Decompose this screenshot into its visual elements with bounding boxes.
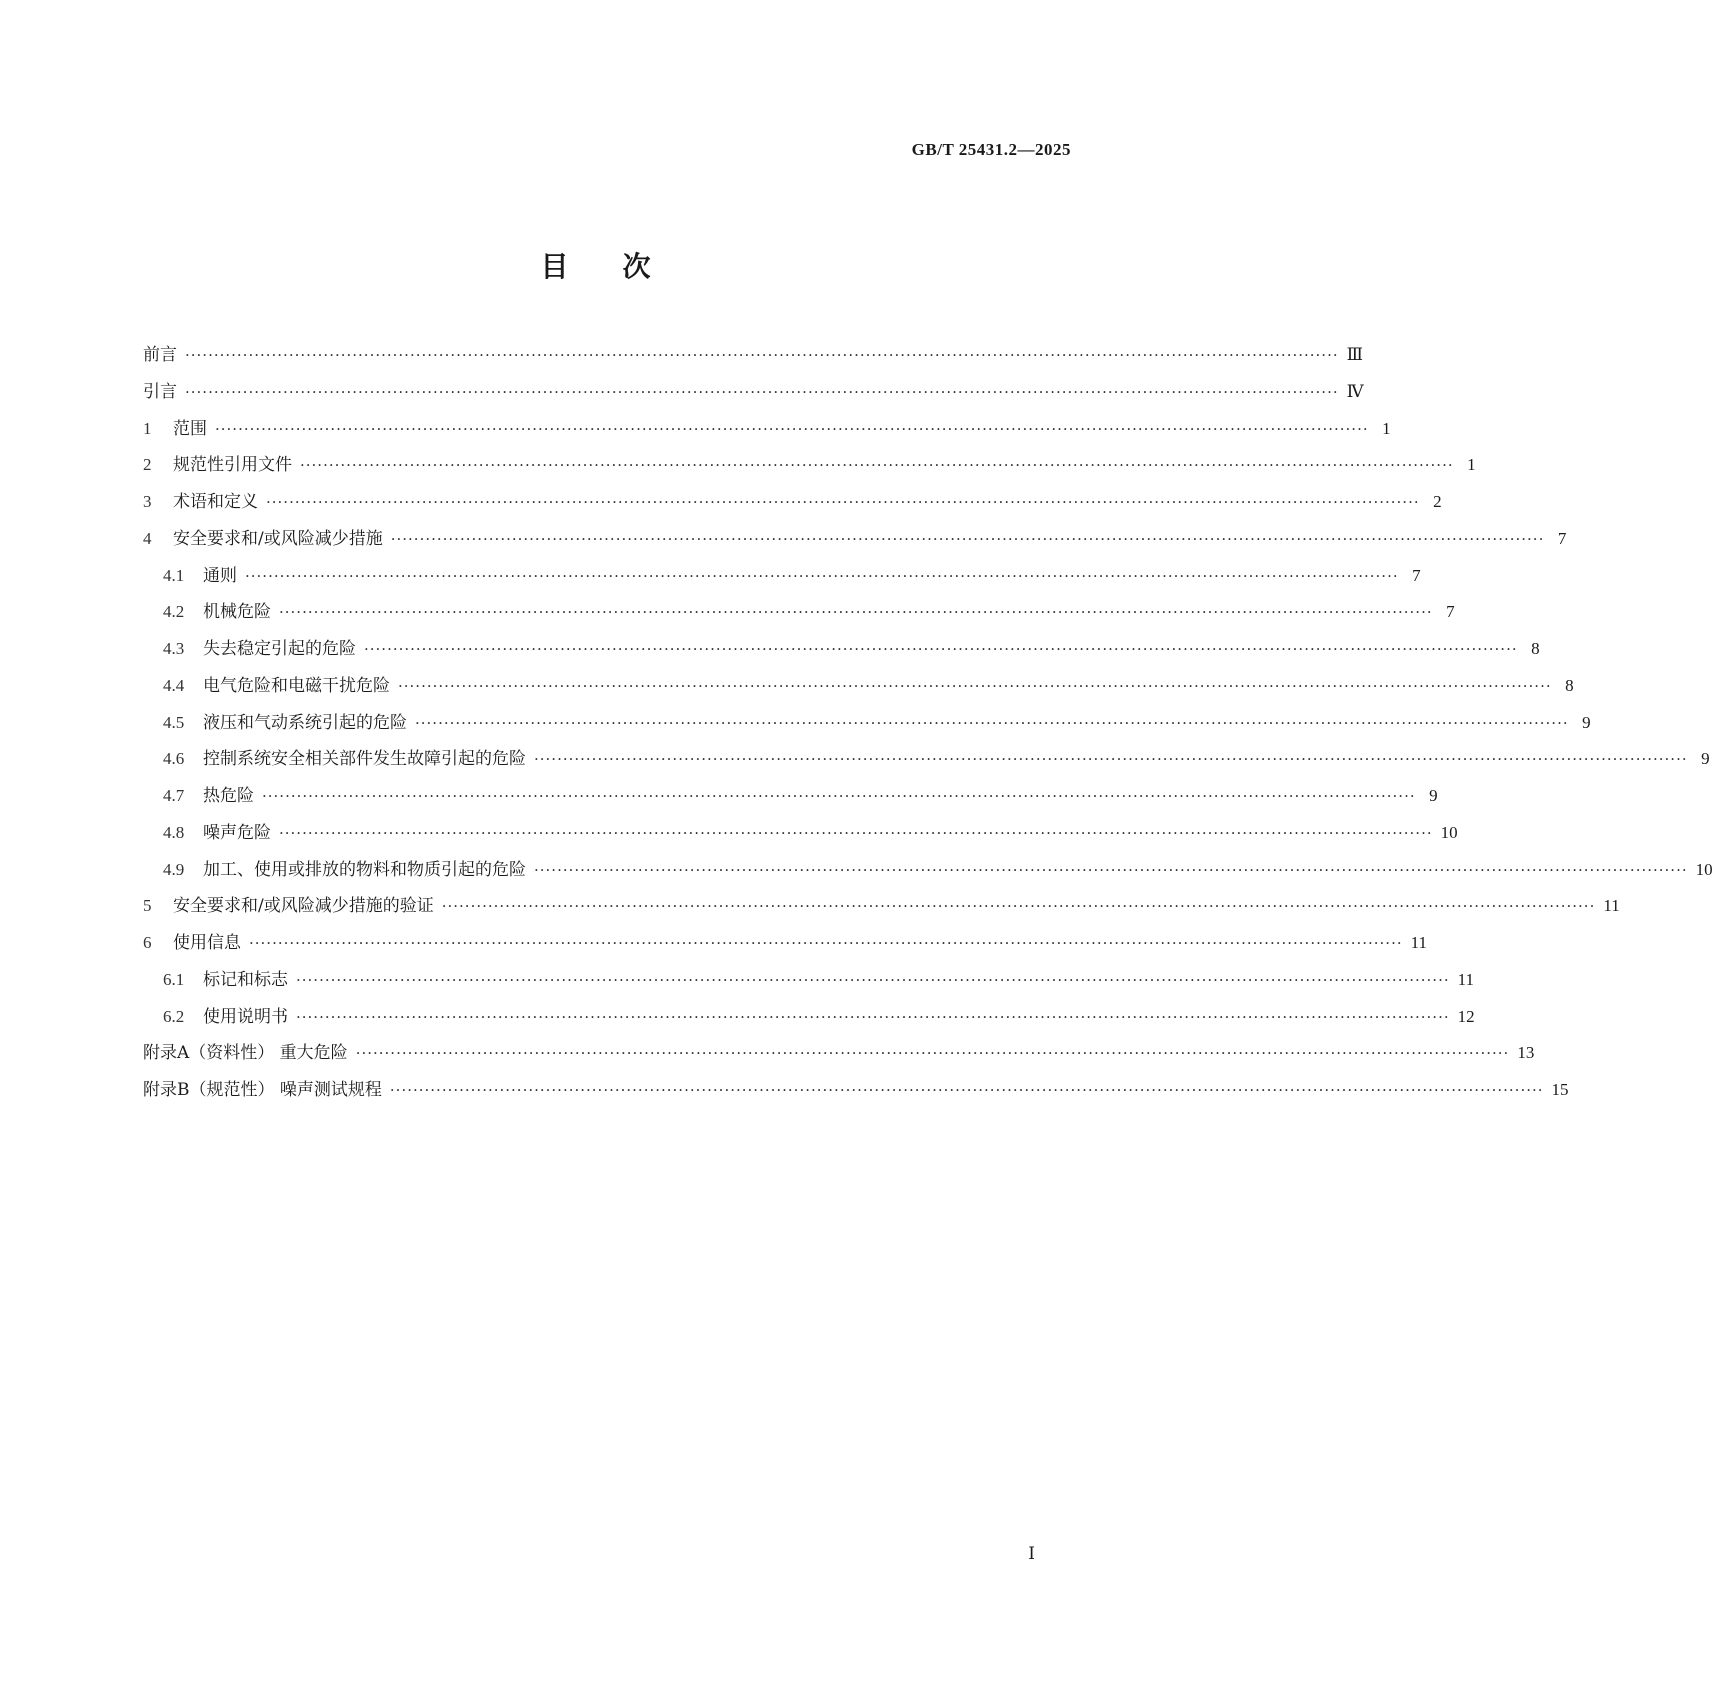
toc-entry-page: 7 bbox=[1412, 565, 1421, 585]
toc-entry-label bbox=[143, 925, 249, 962]
toc-entry-page: 8 bbox=[1565, 675, 1574, 695]
standard-code: GB/T 25431.2—2025 bbox=[911, 140, 1071, 159]
toc-entry-page: 11 bbox=[1603, 896, 1620, 916]
toc-entry-page: 11 bbox=[1410, 933, 1427, 952]
toc-entry-label bbox=[143, 447, 300, 484]
toc-entry-page: 8 bbox=[1531, 639, 1540, 658]
toc-entry[interactable] bbox=[143, 1035, 1535, 1072]
toc-entry-page: 7 bbox=[1446, 602, 1455, 622]
toc-entry-label bbox=[163, 705, 415, 742]
toc-entry-number: 6.1 bbox=[163, 969, 185, 989]
toc-entry-number: 4.2 bbox=[163, 602, 185, 622]
toc-leader-dots: ········································································································································································································ bbox=[215, 419, 1369, 438]
toc-entry-number: 4.8 bbox=[163, 822, 185, 842]
toc-entry-page: 9 bbox=[1429, 786, 1438, 805]
toc-entry[interactable] bbox=[143, 558, 1421, 595]
table-of-contents bbox=[143, 337, 1713, 1109]
toc-entry-title: 通则 bbox=[203, 565, 237, 586]
toc-entry-title: 使用说明书 bbox=[203, 1006, 288, 1027]
toc-entry-page: 1 bbox=[1382, 418, 1391, 438]
toc-entry-title: 规范性引用文件 bbox=[173, 455, 292, 476]
toc-leader-dots: ········································································································································································································ bbox=[534, 860, 1688, 879]
toc-entry-number: 4.5 bbox=[163, 712, 185, 732]
toc-entry-title: 加工、使用或排放的物料和物质引起的危险 bbox=[203, 859, 526, 880]
toc-entry-page: 10 bbox=[1440, 822, 1458, 842]
toc-entry[interactable] bbox=[143, 1072, 1569, 1109]
toc-entry[interactable] bbox=[143, 962, 1474, 999]
toc-entry-title: 标记和标志 bbox=[203, 969, 288, 990]
page-number: Ⅰ bbox=[1028, 1544, 1035, 1563]
toc-entry-page: 7 bbox=[1557, 528, 1567, 548]
toc-entry-number: 4.6 bbox=[163, 749, 185, 769]
toc-entry[interactable] bbox=[143, 447, 1476, 484]
toc-leader-dots: ········································································································································································································ bbox=[415, 713, 1569, 732]
toc-entry-label bbox=[163, 815, 279, 852]
toc-leader-dots: ········································································································································································································ bbox=[245, 566, 1399, 585]
toc-leader-dots: ········································································································································································································ bbox=[185, 382, 1339, 401]
toc-entry[interactable] bbox=[143, 999, 1475, 1036]
toc-entry-title: 前言 bbox=[143, 345, 177, 365]
toc-leader-dots: ········································································································································································································ bbox=[249, 934, 1403, 952]
toc-leader-dots: ········································································································································································································ bbox=[266, 493, 1420, 511]
toc-entry-page: 13 bbox=[1517, 1043, 1535, 1063]
toc-entry[interactable] bbox=[143, 484, 1442, 521]
toc-entry-title: 噪声危险 bbox=[203, 822, 271, 843]
toc-entry-page: Ⅲ bbox=[1346, 345, 1364, 364]
toc-leader-dots: ········································································································································································································ bbox=[441, 897, 1596, 916]
toc-entry-label bbox=[143, 411, 215, 448]
toc-entry-title: 电气危险和电磁干扰危险 bbox=[203, 675, 390, 696]
toc-entry-number: 4.4 bbox=[163, 675, 185, 695]
toc-entry-label bbox=[143, 1035, 356, 1072]
toc-entry-label bbox=[163, 741, 534, 778]
toc-entry[interactable] bbox=[143, 337, 1364, 374]
toc-entry-number: 4.3 bbox=[163, 639, 185, 658]
toc-entry-label bbox=[163, 962, 296, 999]
toc-entry-page: 1 bbox=[1467, 455, 1476, 475]
toc-entry-number: 4.1 bbox=[163, 565, 185, 585]
toc-entry[interactable] bbox=[143, 374, 1364, 411]
toc-entry-title: 控制系统安全相关部件发生故障引起的危险 bbox=[203, 749, 526, 770]
toc-entry[interactable] bbox=[143, 778, 1438, 815]
toc-entry-title: 失去稳定引起的危险 bbox=[203, 639, 356, 659]
toc-leader-dots: ········································································································································································································ bbox=[279, 823, 1433, 842]
toc-entry[interactable] bbox=[143, 741, 1710, 778]
toc-entry-number: 1 bbox=[143, 418, 152, 438]
toc-entry[interactable] bbox=[143, 852, 1713, 889]
toc-leader-dots: ········································································································································································································ bbox=[296, 970, 1450, 989]
toc-entry[interactable] bbox=[143, 411, 1391, 448]
toc-leader-dots: ········································································································································································································ bbox=[364, 640, 1518, 658]
toc-entry-number: 6 bbox=[143, 933, 152, 952]
toc-entry-number: 6.2 bbox=[163, 1006, 185, 1026]
toc-entry[interactable] bbox=[143, 631, 1540, 668]
toc-entry-number: 4.9 bbox=[163, 859, 185, 879]
toc-entry-label bbox=[143, 484, 266, 521]
toc-leader-dots: ········································································································································································································ bbox=[389, 1081, 1544, 1099]
toc-entry-number: 3 bbox=[143, 492, 152, 511]
toc-entry-title: 使用信息 bbox=[173, 933, 241, 953]
toc-entry[interactable] bbox=[143, 521, 1567, 558]
toc-entry-label bbox=[163, 594, 279, 631]
toc-leader-dots: ········································································································································································································ bbox=[534, 750, 1688, 769]
toc-leader-dots: ········································································································································································································ bbox=[300, 456, 1454, 475]
toc-leader-dots: ········································································································································································································ bbox=[185, 346, 1339, 364]
toc-leader-dots: ········································································································································································································ bbox=[262, 787, 1416, 805]
toc-entry-page: 9 bbox=[1701, 749, 1710, 769]
toc-entry-label bbox=[143, 374, 185, 411]
toc-entry-title: 液压和气动系统引起的危险 bbox=[203, 712, 407, 733]
toc-leader-dots: ········································································································································································································ bbox=[390, 529, 1545, 548]
toc-leader-dots: ········································································································································································································ bbox=[398, 676, 1552, 695]
toc-entry-page: Ⅳ bbox=[1346, 381, 1364, 401]
toc-entry-label bbox=[163, 852, 534, 889]
toc-entry-title: 术语和定义 bbox=[173, 492, 258, 512]
toc-entry-title: 引言 bbox=[143, 381, 177, 402]
toc-leader-dots: ········································································································································································································ bbox=[296, 1007, 1450, 1026]
toc-entry-number: 2 bbox=[143, 455, 152, 475]
toc-entry-title: 安全要求和/或风险减少措施 bbox=[173, 528, 383, 549]
toc-entry-title: 热危险 bbox=[203, 786, 254, 806]
toc-entry-title: 范围 bbox=[173, 418, 207, 439]
toc-entry[interactable] bbox=[143, 594, 1455, 631]
toc-entry-page: 2 bbox=[1433, 492, 1442, 511]
toc-entry[interactable] bbox=[143, 888, 1620, 925]
toc-entry-label bbox=[163, 999, 296, 1036]
toc-entry[interactable] bbox=[143, 815, 1458, 852]
toc-entry[interactable] bbox=[143, 705, 1591, 742]
toc-entry-page: 15 bbox=[1551, 1080, 1569, 1099]
page-title: 目次 bbox=[540, 250, 705, 283]
toc-entry-title: 附录B（规范性） 噪声测试规程 bbox=[143, 1080, 382, 1100]
toc-leader-dots: ········································································································································································································ bbox=[355, 1044, 1510, 1063]
toc-entry-title: 机械危险 bbox=[203, 602, 271, 623]
toc-entry-label bbox=[163, 778, 262, 815]
toc-entry[interactable] bbox=[143, 925, 1427, 962]
toc-entry-number: 5 bbox=[143, 896, 152, 916]
toc-entry-title: 附录A（资料性） 重大危险 bbox=[143, 1043, 348, 1064]
toc-entry-title: 安全要求和/或风险减少措施的验证 bbox=[173, 896, 434, 917]
toc-entry-label bbox=[143, 888, 442, 925]
toc-entry-page: 10 bbox=[1695, 859, 1713, 879]
toc-entry-label bbox=[143, 521, 391, 558]
toc-entry-label bbox=[163, 631, 364, 668]
toc-entry-number: 4 bbox=[143, 528, 152, 548]
toc-leader-dots: ········································································································································································································ bbox=[279, 603, 1433, 622]
toc-entry[interactable] bbox=[143, 668, 1574, 705]
toc-entry-label bbox=[143, 1072, 390, 1109]
toc-entry-page: 9 bbox=[1582, 712, 1591, 732]
toc-entry-page: 12 bbox=[1457, 1006, 1475, 1026]
toc-entry-label bbox=[163, 668, 398, 705]
toc-entry-label bbox=[143, 337, 185, 374]
toc-entry-page: 11 bbox=[1457, 969, 1474, 989]
toc-entry-number: 4.7 bbox=[163, 786, 185, 805]
toc-entry-label bbox=[163, 558, 245, 595]
